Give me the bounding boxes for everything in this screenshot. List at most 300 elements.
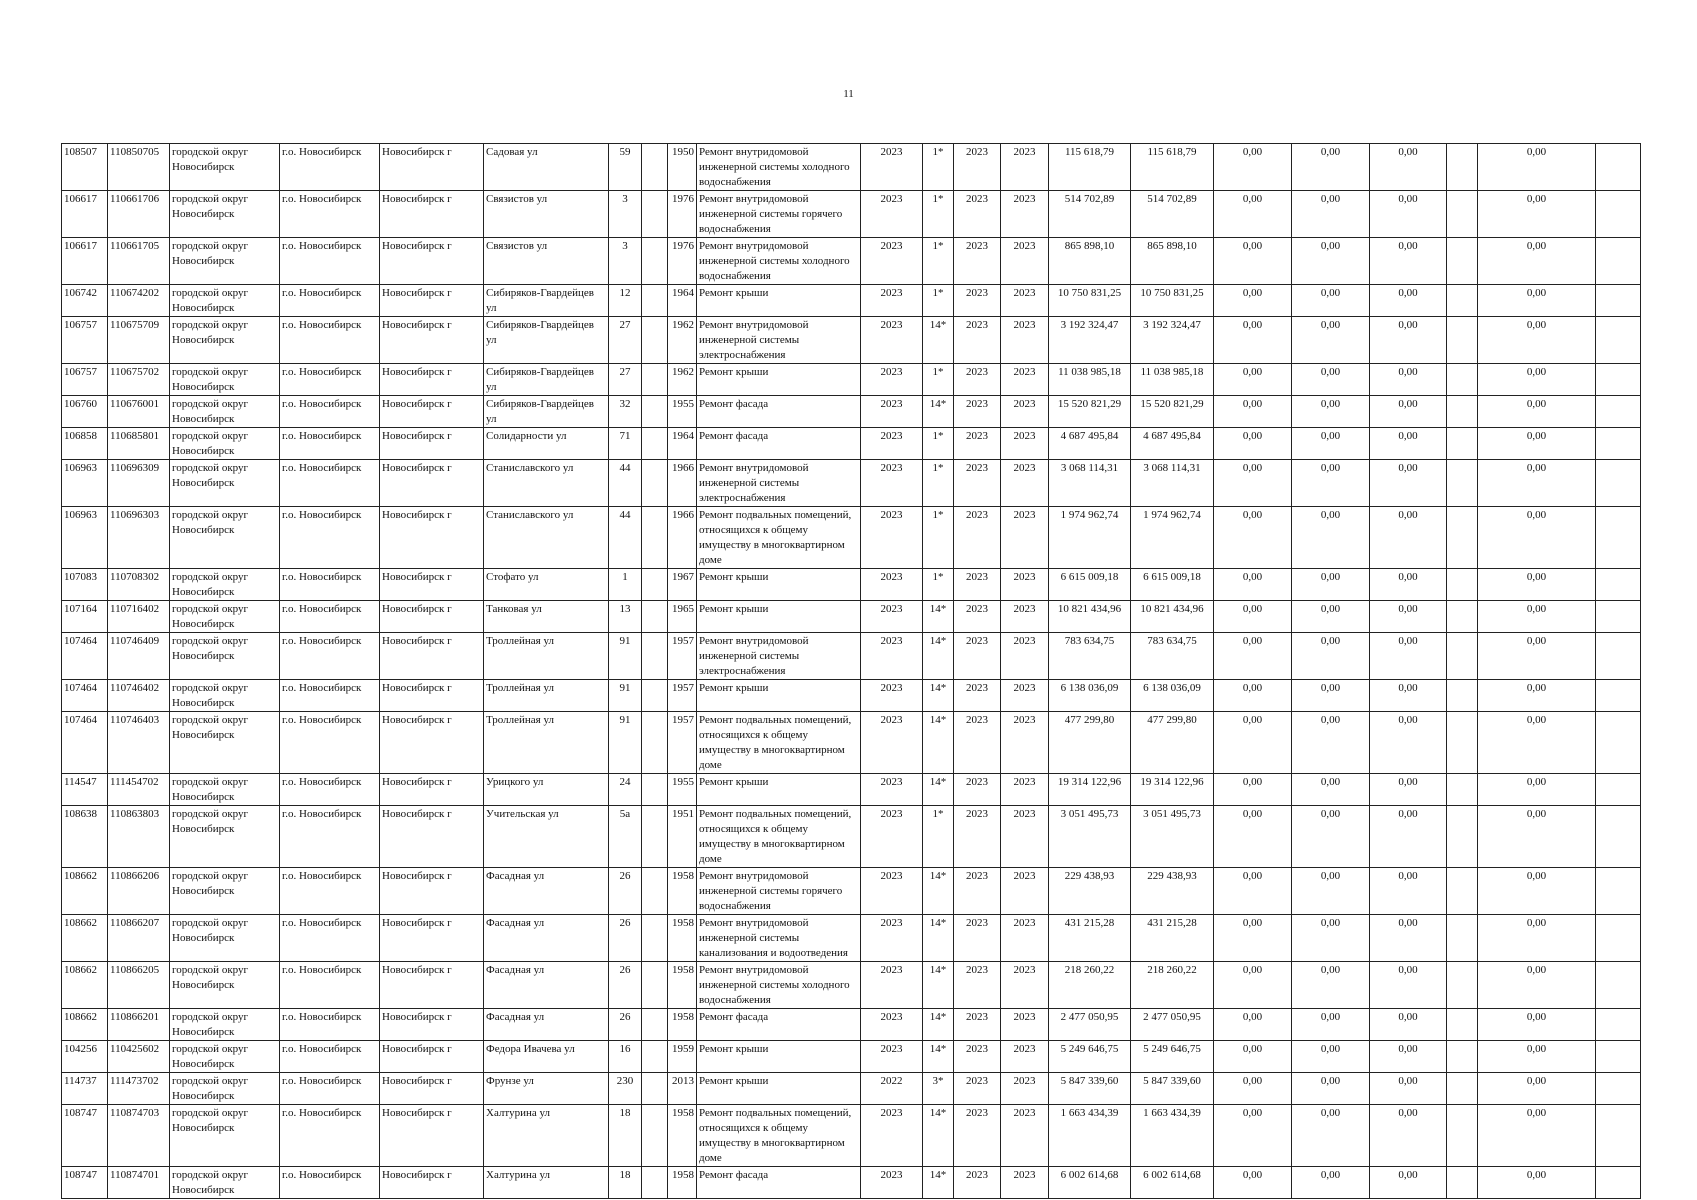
cell-plan-year: 2023 — [861, 712, 923, 774]
cell-value-6 — [1596, 1009, 1641, 1041]
cell-street: Троллейная ул — [484, 680, 609, 712]
cell-value-3: 0,00 — [1370, 1009, 1447, 1041]
cell-district: городской округ Новосибирск — [170, 868, 280, 915]
registry-table — [61, 143, 1641, 1199]
cell-settlement: Новосибирск г — [380, 364, 484, 396]
table-row — [62, 507, 1641, 569]
cell-code: 110850705 — [108, 144, 170, 191]
cell-plan-year: 2023 — [861, 1105, 923, 1167]
cell-start-year: 2023 — [954, 633, 1001, 680]
table-row — [62, 868, 1641, 915]
cell-year-built: 1966 — [668, 507, 697, 569]
cell-category: 14* — [923, 712, 954, 774]
cell-value-6 — [1596, 285, 1641, 317]
cell-end-year: 2023 — [1001, 962, 1049, 1009]
cell-extra — [642, 1041, 668, 1073]
cell-value-1: 0,00 — [1214, 962, 1292, 1009]
cell-municipality: г.о. Новосибирск — [280, 191, 380, 238]
cell-category: 14* — [923, 633, 954, 680]
cell-house: 3 — [609, 191, 642, 238]
cell-value-2: 0,00 — [1292, 962, 1370, 1009]
cell-street: Сибиряков-Гвардейцев ул — [484, 285, 609, 317]
cell-house: 24 — [609, 774, 642, 806]
cell-house: 18 — [609, 1105, 642, 1167]
cell-value-2: 0,00 — [1292, 191, 1370, 238]
cell-value-4 — [1447, 1041, 1478, 1073]
cell-plan-year: 2023 — [861, 317, 923, 364]
cell-cost-fund: 5 249 646,75 — [1131, 1041, 1214, 1073]
cell-street: Фрунзе ул — [484, 1073, 609, 1105]
cell-value-3: 0,00 — [1370, 1041, 1447, 1073]
cell-cost-fund: 1 974 962,74 — [1131, 507, 1214, 569]
cell-cost-fund: 229 438,93 — [1131, 868, 1214, 915]
cell-value-6 — [1596, 364, 1641, 396]
cell-municipality: г.о. Новосибирск — [280, 1167, 380, 1199]
cell-year-built: 1957 — [668, 680, 697, 712]
cell-work-type: Ремонт крыши — [697, 285, 861, 317]
cell-end-year: 2023 — [1001, 285, 1049, 317]
cell-work-type: Ремонт внутридомовой инженерной системы холодного водоснабжения — [697, 144, 861, 191]
cell-house: 91 — [609, 680, 642, 712]
cell-category: 1* — [923, 364, 954, 396]
cell-value-6 — [1596, 317, 1641, 364]
cell-value-6 — [1596, 507, 1641, 569]
cell-value-6 — [1596, 868, 1641, 915]
cell-value-1: 0,00 — [1214, 1009, 1292, 1041]
cell-municipality: г.о. Новосибирск — [280, 238, 380, 285]
cell-house: 71 — [609, 428, 642, 460]
cell-municipality: г.о. Новосибирск — [280, 1041, 380, 1073]
cell-end-year: 2023 — [1001, 317, 1049, 364]
cell-work-type: Ремонт крыши — [697, 774, 861, 806]
cell-id: 106757 — [62, 317, 108, 364]
cell-id: 104256 — [62, 1041, 108, 1073]
cell-value-4 — [1447, 396, 1478, 428]
cell-value-4 — [1447, 428, 1478, 460]
cell-value-1: 0,00 — [1214, 364, 1292, 396]
cell-work-type: Ремонт фасада — [697, 1167, 861, 1199]
cell-cost-total: 218 260,22 — [1049, 962, 1131, 1009]
cell-start-year: 2023 — [954, 712, 1001, 774]
cell-value-5: 0,00 — [1478, 868, 1596, 915]
cell-end-year: 2023 — [1001, 712, 1049, 774]
cell-district: городской округ Новосибирск — [170, 507, 280, 569]
cell-extra — [642, 1009, 668, 1041]
cell-category: 14* — [923, 1009, 954, 1041]
cell-code: 110661705 — [108, 238, 170, 285]
cell-year-built: 1957 — [668, 633, 697, 680]
cell-settlement: Новосибирск г — [380, 712, 484, 774]
cell-plan-year: 2023 — [861, 806, 923, 868]
table-row — [62, 915, 1641, 962]
cell-plan-year: 2023 — [861, 507, 923, 569]
cell-street: Солидарности ул — [484, 428, 609, 460]
cell-value-3: 0,00 — [1370, 868, 1447, 915]
cell-end-year: 2023 — [1001, 507, 1049, 569]
cell-cost-fund: 514 702,89 — [1131, 191, 1214, 238]
cell-start-year: 2023 — [954, 238, 1001, 285]
cell-work-type: Ремонт внутридомовой инженерной системы электроснабжения — [697, 317, 861, 364]
cell-year-built: 1951 — [668, 806, 697, 868]
cell-code: 110866205 — [108, 962, 170, 1009]
cell-house: 16 — [609, 1041, 642, 1073]
cell-extra — [642, 460, 668, 507]
cell-start-year: 2023 — [954, 774, 1001, 806]
cell-value-6 — [1596, 191, 1641, 238]
cell-work-type: Ремонт крыши — [697, 364, 861, 396]
cell-plan-year: 2023 — [861, 1009, 923, 1041]
cell-code: 110696309 — [108, 460, 170, 507]
cell-start-year: 2023 — [954, 460, 1001, 507]
cell-value-2: 0,00 — [1292, 460, 1370, 507]
cell-value-1: 0,00 — [1214, 868, 1292, 915]
cell-municipality: г.о. Новосибирск — [280, 915, 380, 962]
cell-house: 91 — [609, 712, 642, 774]
cell-extra — [642, 428, 668, 460]
cell-start-year: 2023 — [954, 191, 1001, 238]
cell-cost-fund: 431 215,28 — [1131, 915, 1214, 962]
cell-street: Связистов ул — [484, 238, 609, 285]
table-row — [62, 1167, 1641, 1199]
cell-start-year: 2023 — [954, 285, 1001, 317]
cell-extra — [642, 868, 668, 915]
cell-start-year: 2023 — [954, 364, 1001, 396]
cell-category: 1* — [923, 144, 954, 191]
cell-cost-total: 865 898,10 — [1049, 238, 1131, 285]
cell-plan-year: 2023 — [861, 868, 923, 915]
cell-code: 110746409 — [108, 633, 170, 680]
cell-cost-fund: 3 192 324,47 — [1131, 317, 1214, 364]
cell-value-1: 0,00 — [1214, 1167, 1292, 1199]
cell-category: 14* — [923, 915, 954, 962]
cell-year-built: 1976 — [668, 191, 697, 238]
table-row — [62, 364, 1641, 396]
cell-house: 27 — [609, 317, 642, 364]
cell-value-5: 0,00 — [1478, 1105, 1596, 1167]
cell-end-year: 2023 — [1001, 601, 1049, 633]
cell-code: 110674202 — [108, 285, 170, 317]
cell-street: Учительская ул — [484, 806, 609, 868]
cell-value-5: 0,00 — [1478, 317, 1596, 364]
cell-category: 1* — [923, 238, 954, 285]
table-row — [62, 601, 1641, 633]
table-row — [62, 1073, 1641, 1105]
cell-value-5: 0,00 — [1478, 1073, 1596, 1105]
cell-value-2: 0,00 — [1292, 680, 1370, 712]
cell-municipality: г.о. Новосибирск — [280, 1105, 380, 1167]
cell-value-5: 0,00 — [1478, 364, 1596, 396]
cell-id: 114737 — [62, 1073, 108, 1105]
cell-cost-total: 3 192 324,47 — [1049, 317, 1131, 364]
cell-plan-year: 2023 — [861, 285, 923, 317]
cell-value-1: 0,00 — [1214, 601, 1292, 633]
cell-value-4 — [1447, 317, 1478, 364]
cell-settlement: Новосибирск г — [380, 680, 484, 712]
cell-cost-total: 10 750 831,25 — [1049, 285, 1131, 317]
cell-extra — [642, 317, 668, 364]
cell-work-type: Ремонт крыши — [697, 601, 861, 633]
cell-value-3: 0,00 — [1370, 191, 1447, 238]
cell-value-5: 0,00 — [1478, 460, 1596, 507]
cell-street: Троллейная ул — [484, 712, 609, 774]
cell-year-built: 1955 — [668, 396, 697, 428]
cell-start-year: 2023 — [954, 1009, 1001, 1041]
cell-work-type: Ремонт фасада — [697, 396, 861, 428]
cell-category: 14* — [923, 962, 954, 1009]
cell-start-year: 2023 — [954, 915, 1001, 962]
cell-value-3: 0,00 — [1370, 601, 1447, 633]
cell-settlement: Новосибирск г — [380, 507, 484, 569]
cell-value-4 — [1447, 1009, 1478, 1041]
cell-cost-total: 431 215,28 — [1049, 915, 1131, 962]
table-row — [62, 1041, 1641, 1073]
cell-value-2: 0,00 — [1292, 317, 1370, 364]
cell-street: Сибиряков-Гвардейцев ул — [484, 364, 609, 396]
cell-end-year: 2023 — [1001, 868, 1049, 915]
cell-end-year: 2023 — [1001, 144, 1049, 191]
cell-plan-year: 2023 — [861, 915, 923, 962]
cell-plan-year: 2023 — [861, 238, 923, 285]
cell-value-5: 0,00 — [1478, 915, 1596, 962]
cell-code: 110696303 — [108, 507, 170, 569]
cell-value-4 — [1447, 507, 1478, 569]
cell-year-built: 2013 — [668, 1073, 697, 1105]
cell-extra — [642, 633, 668, 680]
cell-value-1: 0,00 — [1214, 569, 1292, 601]
cell-work-type: Ремонт подвальных помещений, относящихся к общему имуществу в многоквартирном доме — [697, 507, 861, 569]
cell-value-2: 0,00 — [1292, 238, 1370, 285]
cell-settlement: Новосибирск г — [380, 601, 484, 633]
cell-cost-fund: 115 618,79 — [1131, 144, 1214, 191]
cell-value-4 — [1447, 633, 1478, 680]
cell-value-1: 0,00 — [1214, 1105, 1292, 1167]
cell-code: 110866201 — [108, 1009, 170, 1041]
cell-cost-fund: 10 750 831,25 — [1131, 285, 1214, 317]
cell-start-year: 2023 — [954, 680, 1001, 712]
registry-body — [62, 144, 1641, 1199]
cell-municipality: г.о. Новосибирск — [280, 144, 380, 191]
cell-house: 44 — [609, 460, 642, 507]
cell-municipality: г.о. Новосибирск — [280, 460, 380, 507]
cell-value-5: 0,00 — [1478, 1009, 1596, 1041]
cell-value-3: 0,00 — [1370, 569, 1447, 601]
cell-settlement: Новосибирск г — [380, 868, 484, 915]
cell-settlement: Новосибирск г — [380, 633, 484, 680]
cell-cost-fund: 10 821 434,96 — [1131, 601, 1214, 633]
cell-code: 110874703 — [108, 1105, 170, 1167]
cell-value-3: 0,00 — [1370, 1105, 1447, 1167]
cell-cost-total: 6 002 614,68 — [1049, 1167, 1131, 1199]
cell-id: 108662 — [62, 962, 108, 1009]
cell-value-6 — [1596, 680, 1641, 712]
cell-district: городской округ Новосибирск — [170, 569, 280, 601]
cell-work-type: Ремонт внутридомовой инженерной системы канализования и водоотведения — [697, 915, 861, 962]
cell-value-6 — [1596, 1105, 1641, 1167]
cell-settlement: Новосибирск г — [380, 915, 484, 962]
cell-value-6 — [1596, 569, 1641, 601]
cell-code: 110716402 — [108, 601, 170, 633]
cell-municipality: г.о. Новосибирск — [280, 1073, 380, 1105]
cell-house: 32 — [609, 396, 642, 428]
cell-value-4 — [1447, 191, 1478, 238]
cell-value-4 — [1447, 460, 1478, 507]
table-row — [62, 285, 1641, 317]
cell-value-3: 0,00 — [1370, 428, 1447, 460]
cell-house: 3 — [609, 238, 642, 285]
cell-cost-total: 15 520 821,29 — [1049, 396, 1131, 428]
cell-work-type: Ремонт внутридомовой инженерной системы горячего водоснабжения — [697, 868, 861, 915]
cell-code: 110866206 — [108, 868, 170, 915]
cell-value-2: 0,00 — [1292, 1009, 1370, 1041]
cell-category: 14* — [923, 1167, 954, 1199]
cell-settlement: Новосибирск г — [380, 191, 484, 238]
cell-value-1: 0,00 — [1214, 774, 1292, 806]
cell-settlement: Новосибирск г — [380, 569, 484, 601]
cell-cost-fund: 4 687 495,84 — [1131, 428, 1214, 460]
cell-id: 114547 — [62, 774, 108, 806]
table-row — [62, 144, 1641, 191]
cell-extra — [642, 915, 668, 962]
cell-work-type: Ремонт фасада — [697, 1009, 861, 1041]
table-row — [62, 428, 1641, 460]
cell-value-1: 0,00 — [1214, 144, 1292, 191]
cell-category: 14* — [923, 396, 954, 428]
cell-street: Садовая ул — [484, 144, 609, 191]
table-row — [62, 680, 1641, 712]
cell-value-1: 0,00 — [1214, 712, 1292, 774]
cell-cost-total: 6 138 036,09 — [1049, 680, 1131, 712]
cell-street: Танковая ул — [484, 601, 609, 633]
cell-start-year: 2023 — [954, 1041, 1001, 1073]
cell-district: городской округ Новосибирск — [170, 1105, 280, 1167]
cell-end-year: 2023 — [1001, 191, 1049, 238]
cell-start-year: 2023 — [954, 1167, 1001, 1199]
table-row — [62, 191, 1641, 238]
cell-district: городской округ Новосибирск — [170, 364, 280, 396]
cell-value-6 — [1596, 806, 1641, 868]
cell-id: 106858 — [62, 428, 108, 460]
cell-start-year: 2023 — [954, 962, 1001, 1009]
cell-settlement: Новосибирск г — [380, 806, 484, 868]
cell-value-5: 0,00 — [1478, 1167, 1596, 1199]
cell-value-1: 0,00 — [1214, 191, 1292, 238]
cell-value-3: 0,00 — [1370, 806, 1447, 868]
cell-cost-total: 514 702,89 — [1049, 191, 1131, 238]
cell-value-5: 0,00 — [1478, 396, 1596, 428]
cell-work-type: Ремонт фасада — [697, 428, 861, 460]
cell-value-5: 0,00 — [1478, 680, 1596, 712]
cell-municipality: г.о. Новосибирск — [280, 285, 380, 317]
cell-cost-fund: 6 138 036,09 — [1131, 680, 1214, 712]
cell-value-4 — [1447, 601, 1478, 633]
cell-district: городской округ Новосибирск — [170, 460, 280, 507]
cell-value-5: 0,00 — [1478, 507, 1596, 569]
cell-settlement: Новосибирск г — [380, 1167, 484, 1199]
cell-extra — [642, 601, 668, 633]
cell-work-type: Ремонт внутридомовой инженерной системы горячего водоснабжения — [697, 191, 861, 238]
cell-year-built: 1958 — [668, 1167, 697, 1199]
cell-cost-total: 783 634,75 — [1049, 633, 1131, 680]
cell-plan-year: 2023 — [861, 569, 923, 601]
cell-id: 108662 — [62, 1009, 108, 1041]
cell-municipality: г.о. Новосибирск — [280, 569, 380, 601]
cell-house: 12 — [609, 285, 642, 317]
cell-cost-total: 477 299,80 — [1049, 712, 1131, 774]
cell-street: Станиславского ул — [484, 507, 609, 569]
cell-value-6 — [1596, 962, 1641, 1009]
cell-cost-total: 1 663 434,39 — [1049, 1105, 1131, 1167]
cell-value-3: 0,00 — [1370, 364, 1447, 396]
cell-code: 110863803 — [108, 806, 170, 868]
cell-work-type: Ремонт внутридомовой инженерной системы электроснабжения — [697, 460, 861, 507]
cell-end-year: 2023 — [1001, 396, 1049, 428]
cell-code: 110746403 — [108, 712, 170, 774]
cell-house: 230 — [609, 1073, 642, 1105]
cell-end-year: 2023 — [1001, 1167, 1049, 1199]
cell-street: Сибиряков-Гвардейцев ул — [484, 317, 609, 364]
cell-start-year: 2023 — [954, 396, 1001, 428]
cell-category: 1* — [923, 806, 954, 868]
cell-street: Сибиряков-Гвардейцев ул — [484, 396, 609, 428]
cell-value-1: 0,00 — [1214, 1073, 1292, 1105]
cell-start-year: 2023 — [954, 868, 1001, 915]
cell-year-built: 1958 — [668, 1009, 697, 1041]
cell-value-6 — [1596, 428, 1641, 460]
cell-value-2: 0,00 — [1292, 712, 1370, 774]
cell-settlement: Новосибирск г — [380, 428, 484, 460]
cell-value-1: 0,00 — [1214, 238, 1292, 285]
cell-id: 108638 — [62, 806, 108, 868]
cell-extra — [642, 962, 668, 1009]
cell-value-6 — [1596, 1041, 1641, 1073]
cell-cost-fund: 3 051 495,73 — [1131, 806, 1214, 868]
cell-year-built: 1964 — [668, 428, 697, 460]
cell-value-3: 0,00 — [1370, 712, 1447, 774]
cell-cost-total: 5 847 339,60 — [1049, 1073, 1131, 1105]
cell-start-year: 2023 — [954, 144, 1001, 191]
cell-extra — [642, 712, 668, 774]
cell-value-6 — [1596, 633, 1641, 680]
cell-id: 107083 — [62, 569, 108, 601]
cell-end-year: 2023 — [1001, 1073, 1049, 1105]
cell-end-year: 2023 — [1001, 1105, 1049, 1167]
cell-category: 14* — [923, 601, 954, 633]
cell-value-6 — [1596, 915, 1641, 962]
cell-plan-year: 2023 — [861, 633, 923, 680]
cell-extra — [642, 806, 668, 868]
cell-value-1: 0,00 — [1214, 633, 1292, 680]
cell-value-2: 0,00 — [1292, 1041, 1370, 1073]
cell-municipality: г.о. Новосибирск — [280, 364, 380, 396]
cell-value-2: 0,00 — [1292, 774, 1370, 806]
cell-value-5: 0,00 — [1478, 569, 1596, 601]
cell-year-built: 1962 — [668, 364, 697, 396]
cell-value-1: 0,00 — [1214, 1041, 1292, 1073]
cell-end-year: 2023 — [1001, 569, 1049, 601]
cell-code: 111473702 — [108, 1073, 170, 1105]
cell-district: городской округ Новосибирск — [170, 915, 280, 962]
cell-district: городской округ Новосибирск — [170, 712, 280, 774]
cell-value-2: 0,00 — [1292, 364, 1370, 396]
cell-start-year: 2023 — [954, 601, 1001, 633]
cell-cost-fund: 11 038 985,18 — [1131, 364, 1214, 396]
cell-year-built: 1958 — [668, 868, 697, 915]
cell-end-year: 2023 — [1001, 774, 1049, 806]
cell-value-5: 0,00 — [1478, 144, 1596, 191]
cell-municipality: г.о. Новосибирск — [280, 1009, 380, 1041]
cell-municipality: г.о. Новосибирск — [280, 507, 380, 569]
cell-category: 14* — [923, 1041, 954, 1073]
